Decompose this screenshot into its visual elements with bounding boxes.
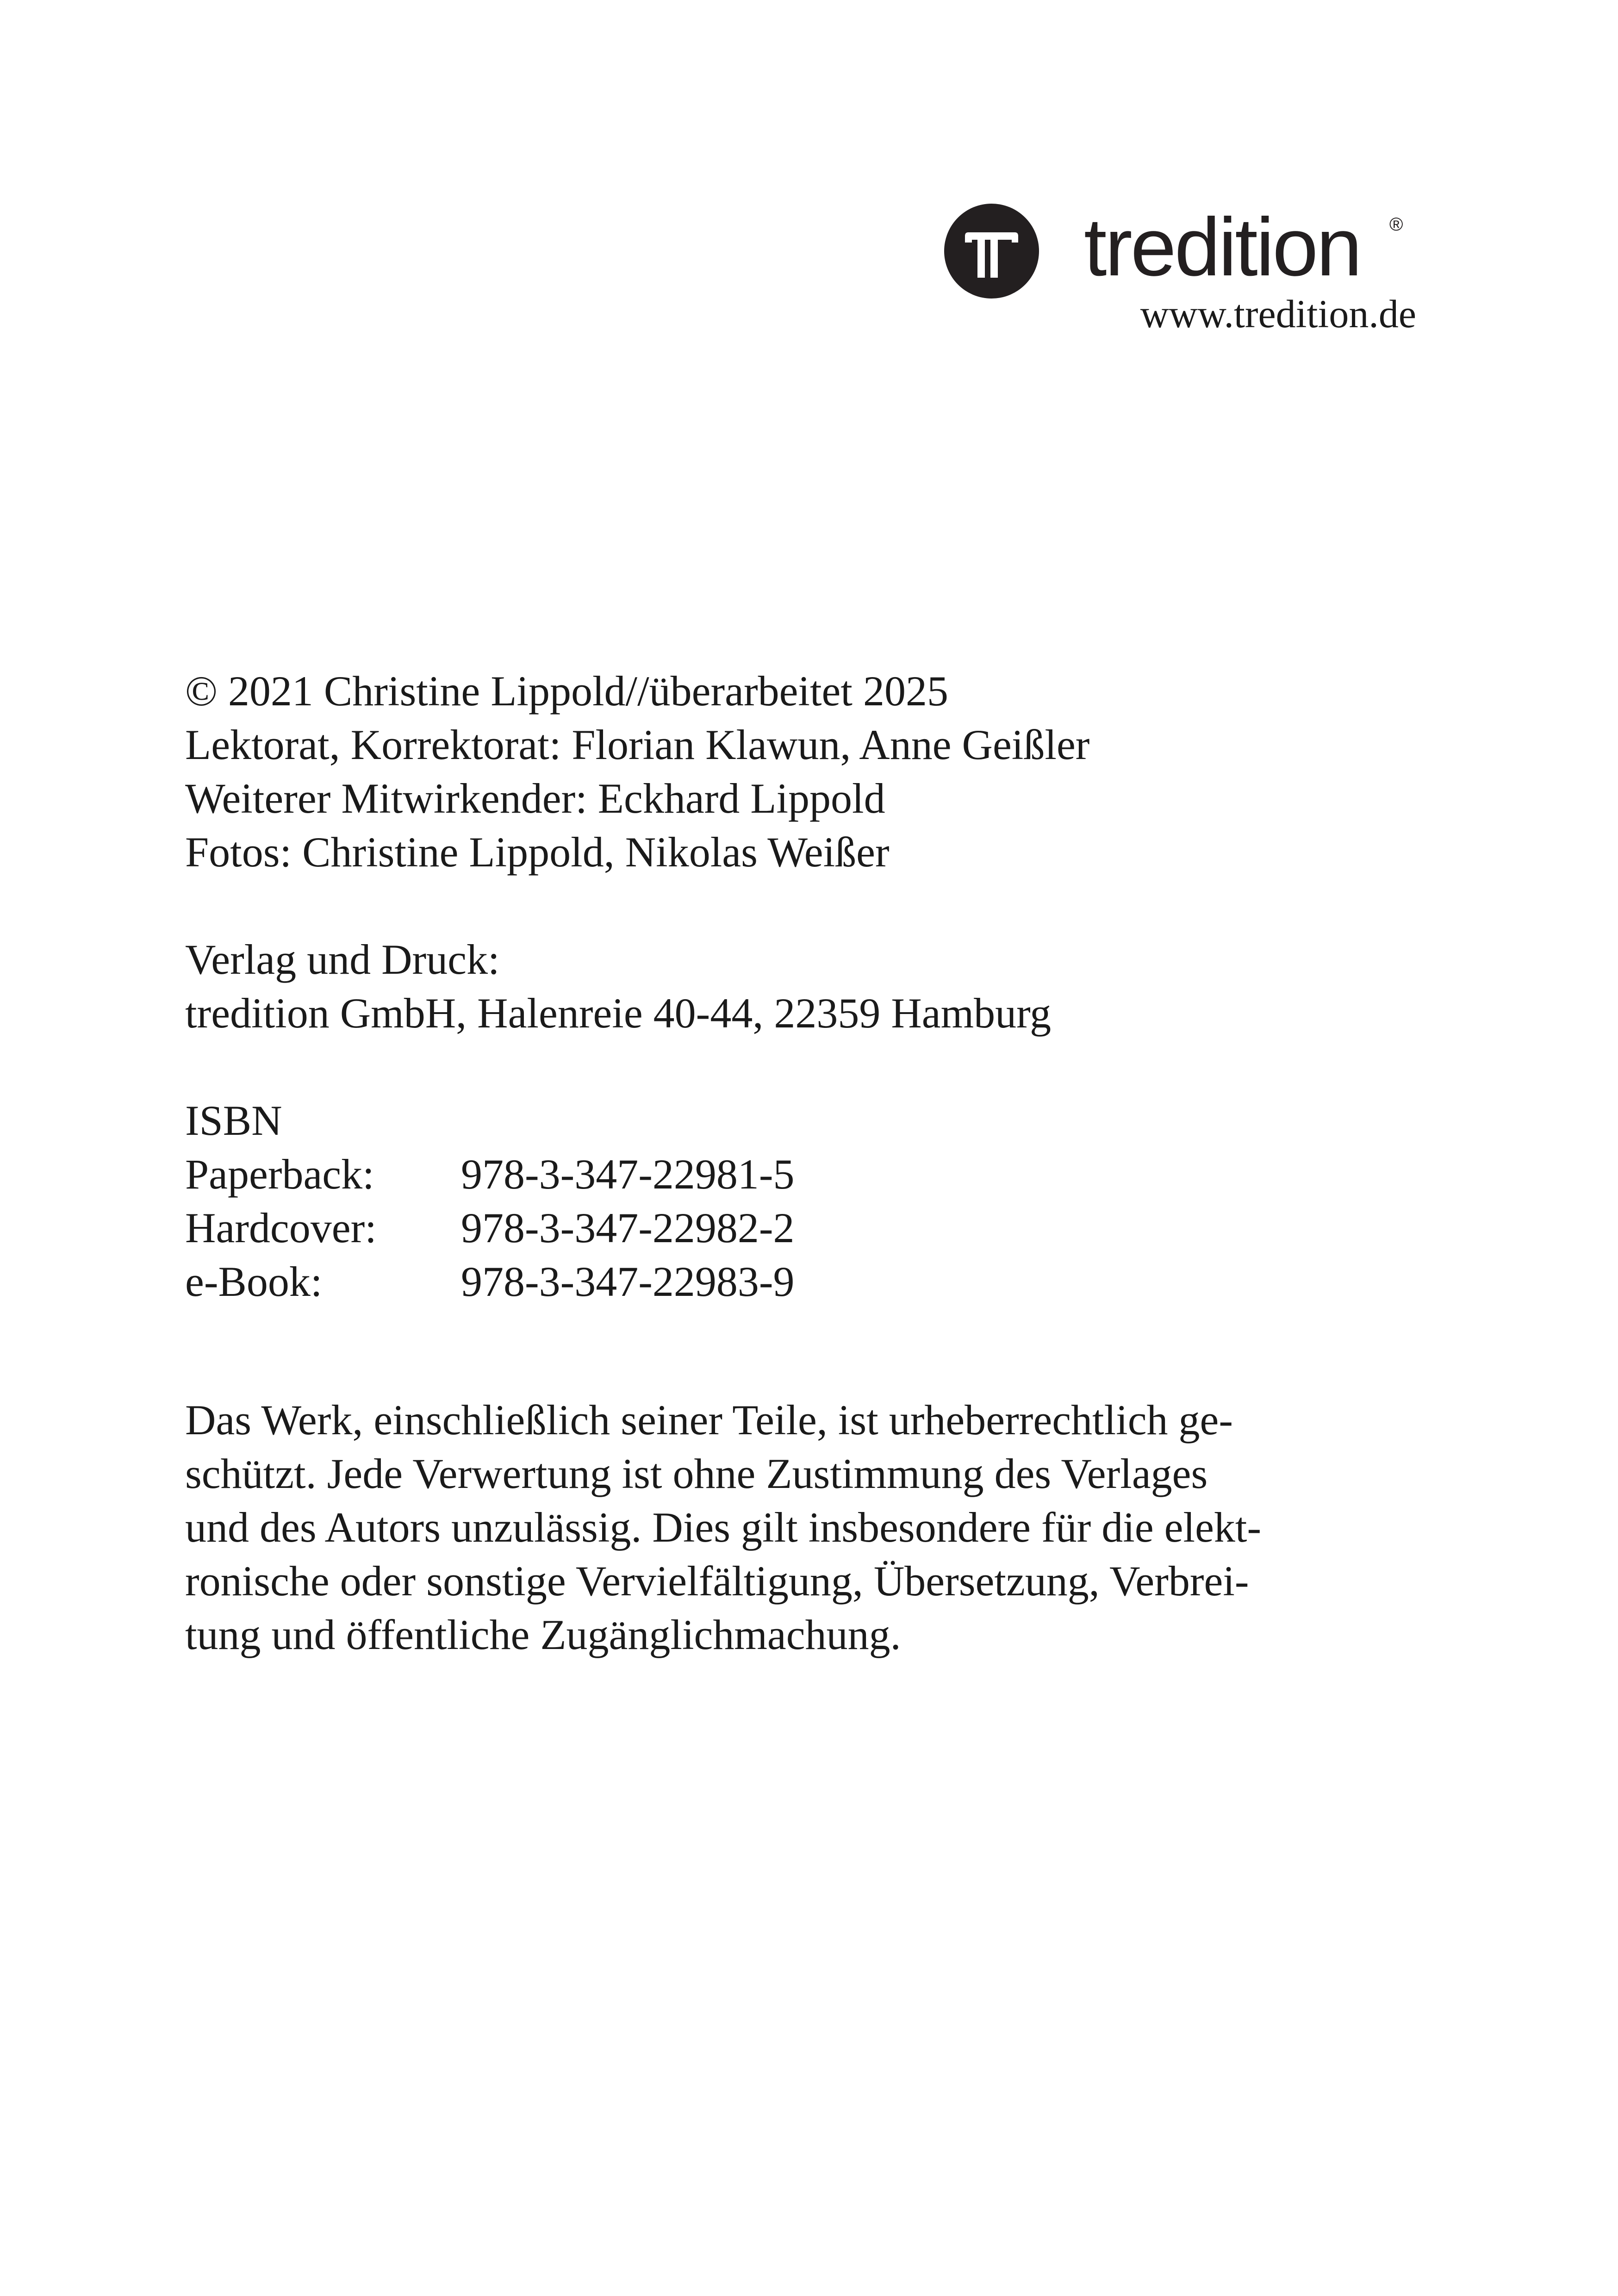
legal-notice-line: und des Autors unzulässig. Dies gilt insbesondere für die elekt-: [185, 1504, 1262, 1551]
isbn-label: e-Book:: [185, 1258, 323, 1305]
tredition-wordmark: [1084, 204, 1408, 299]
isbn-row-paperback: [185, 1147, 1435, 1201]
publisher-heading: Verlag und Druck:: [185, 936, 500, 983]
isbn-label: Paperback:: [185, 1151, 374, 1198]
wordmark-text: tredition: [1084, 204, 1361, 293]
legal-notice-line: Das Werk, einschließlich seiner Teile, ist urheberrechtlich ge-: [185, 1396, 1233, 1444]
copyright-line: © 2021 Christine Lippold//überarbeitet 2025: [185, 667, 948, 715]
registered-mark: ®: [1389, 214, 1403, 235]
isbn-heading: ISBN: [185, 1097, 282, 1144]
legal-notice-line: schützt. Jede Verwertung ist ohne Zustimmung des Verlages: [185, 1450, 1208, 1497]
tredition-logo-icon: [944, 204, 1039, 299]
contributor-credit: Weiterer Mitwirkender: Eckhard Lippold: [185, 775, 885, 822]
editing-credit: Lektorat, Korrektorat: Florian Klawun, Anne Geißler: [185, 721, 1090, 768]
legal-notice-line: tung und öffentliche Zugänglichmachung.: [185, 1611, 901, 1658]
publisher-url: www.tredition.de: [1140, 292, 1416, 336]
isbn-row-hardcover: [185, 1201, 1435, 1255]
publisher-logo: [944, 204, 1416, 352]
isbn-label: Hardcover:: [185, 1204, 377, 1251]
photo-credit: Fotos: Christine Lippold, Nikolas Weißer: [185, 828, 890, 876]
spacer: [185, 879, 1435, 933]
imprint-details: [185, 664, 1435, 1308]
publisher-address: tredition GmbH, Halenreie 40-44, 22359 Hamburg: [185, 989, 1052, 1037]
isbn-row-ebook: [185, 1255, 1435, 1308]
isbn-number: 978-3-347-22983-9: [461, 1258, 795, 1305]
legal-notice: [185, 1393, 1435, 1661]
isbn-number: 978-3-347-22981-5: [461, 1151, 795, 1198]
spacer: [185, 1040, 1435, 1094]
isbn-number: 978-3-347-22982-2: [461, 1204, 795, 1251]
legal-notice-line: ronische oder sonstige Vervielfältigung, Übersetzung, Verbrei-: [185, 1557, 1249, 1605]
logo-row: [944, 204, 1416, 305]
